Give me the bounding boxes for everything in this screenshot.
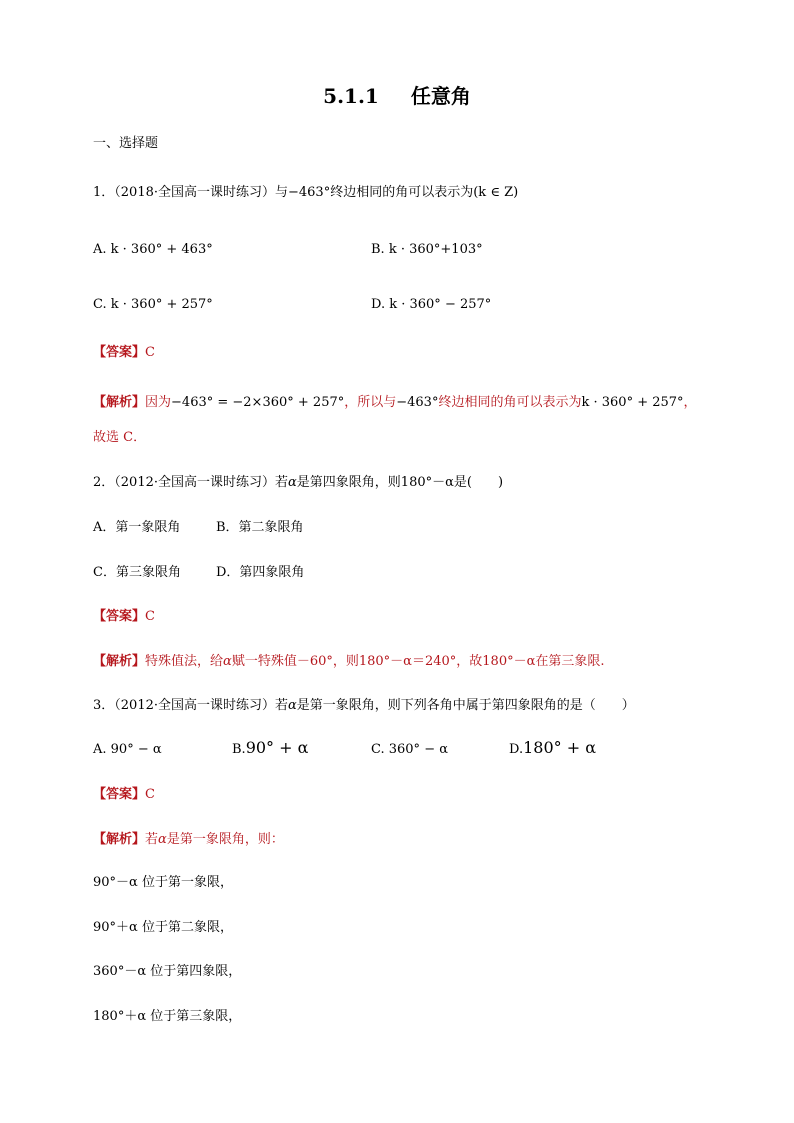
- question-3-option-d: D.180° + α: [509, 738, 597, 757]
- question-3-analysis-line-1: 90°－α 位于第一象限，: [93, 875, 233, 890]
- question-1-option-a: A. k · 360° + 463°: [93, 242, 213, 257]
- question-3-option-c: C. 360° − α: [371, 742, 448, 757]
- question-2-analysis: 【解析】特殊值法，给α赋一特殊值－60°，则180°－α＝240°，故180°－α在第三象限.: [93, 654, 605, 669]
- section-heading: 一、选择题: [93, 136, 159, 151]
- question-1-answer: 【答案】C: [93, 345, 155, 360]
- question-3-option-b: B.90° + α: [232, 738, 309, 757]
- question-2-option-c: C．第三象限角: [93, 565, 181, 580]
- question-3-analysis-line-3: 360°－α 位于第四象限，: [93, 964, 242, 979]
- question-2-option-d: D．第四象限角: [216, 565, 305, 580]
- question-2-option-b: B．第二象限角: [216, 520, 304, 535]
- question-3-analysis-line-4: 180°＋α 位于第三象限，: [93, 1009, 242, 1024]
- question-1-option-c: C. k · 360° + 257°: [93, 297, 213, 312]
- question-1-option-b: B. k · 360°+103°: [371, 242, 483, 257]
- page-title: [0, 80, 794, 109]
- question-2-option-a: A．第一象限角: [93, 520, 181, 535]
- question-1-analysis: 【解析】因为−463° = −2×360° + 257°，所以与−463°终边相同的角可以表示为k · 360° + 257°，: [93, 395, 697, 410]
- question-3-answer: 【答案】C: [93, 787, 155, 802]
- question-3-analysis: 【解析】若α是第一象限角，则：: [93, 832, 284, 847]
- title-text: 任意角: [410, 84, 471, 108]
- question-1-option-d: D. k · 360° − 257°: [371, 297, 492, 312]
- question-3-option-a: A. 90° − α: [93, 742, 162, 757]
- question-2-stem: 2．（2012·全国高一课时练习）若α是第四象限角，则180°－α是( ): [93, 475, 504, 490]
- title-number: 5.1.1: [323, 84, 379, 108]
- question-3-analysis-line-2: 90°＋α 位于第二象限，: [93, 920, 233, 935]
- question-1-stem: 1．（2018·全国高一课时练习）与−463°终边相同的角可以表示为(k ∈ Z): [93, 185, 519, 200]
- question-1-analysis-conclusion: 故选 C．: [93, 430, 147, 445]
- question-2-answer: 【答案】C: [93, 609, 155, 624]
- question-3-stem: 3．（2012·全国高一课时练习）若α是第一象限角，则下列各角中属于第四象限角的是（ ）: [93, 698, 635, 713]
